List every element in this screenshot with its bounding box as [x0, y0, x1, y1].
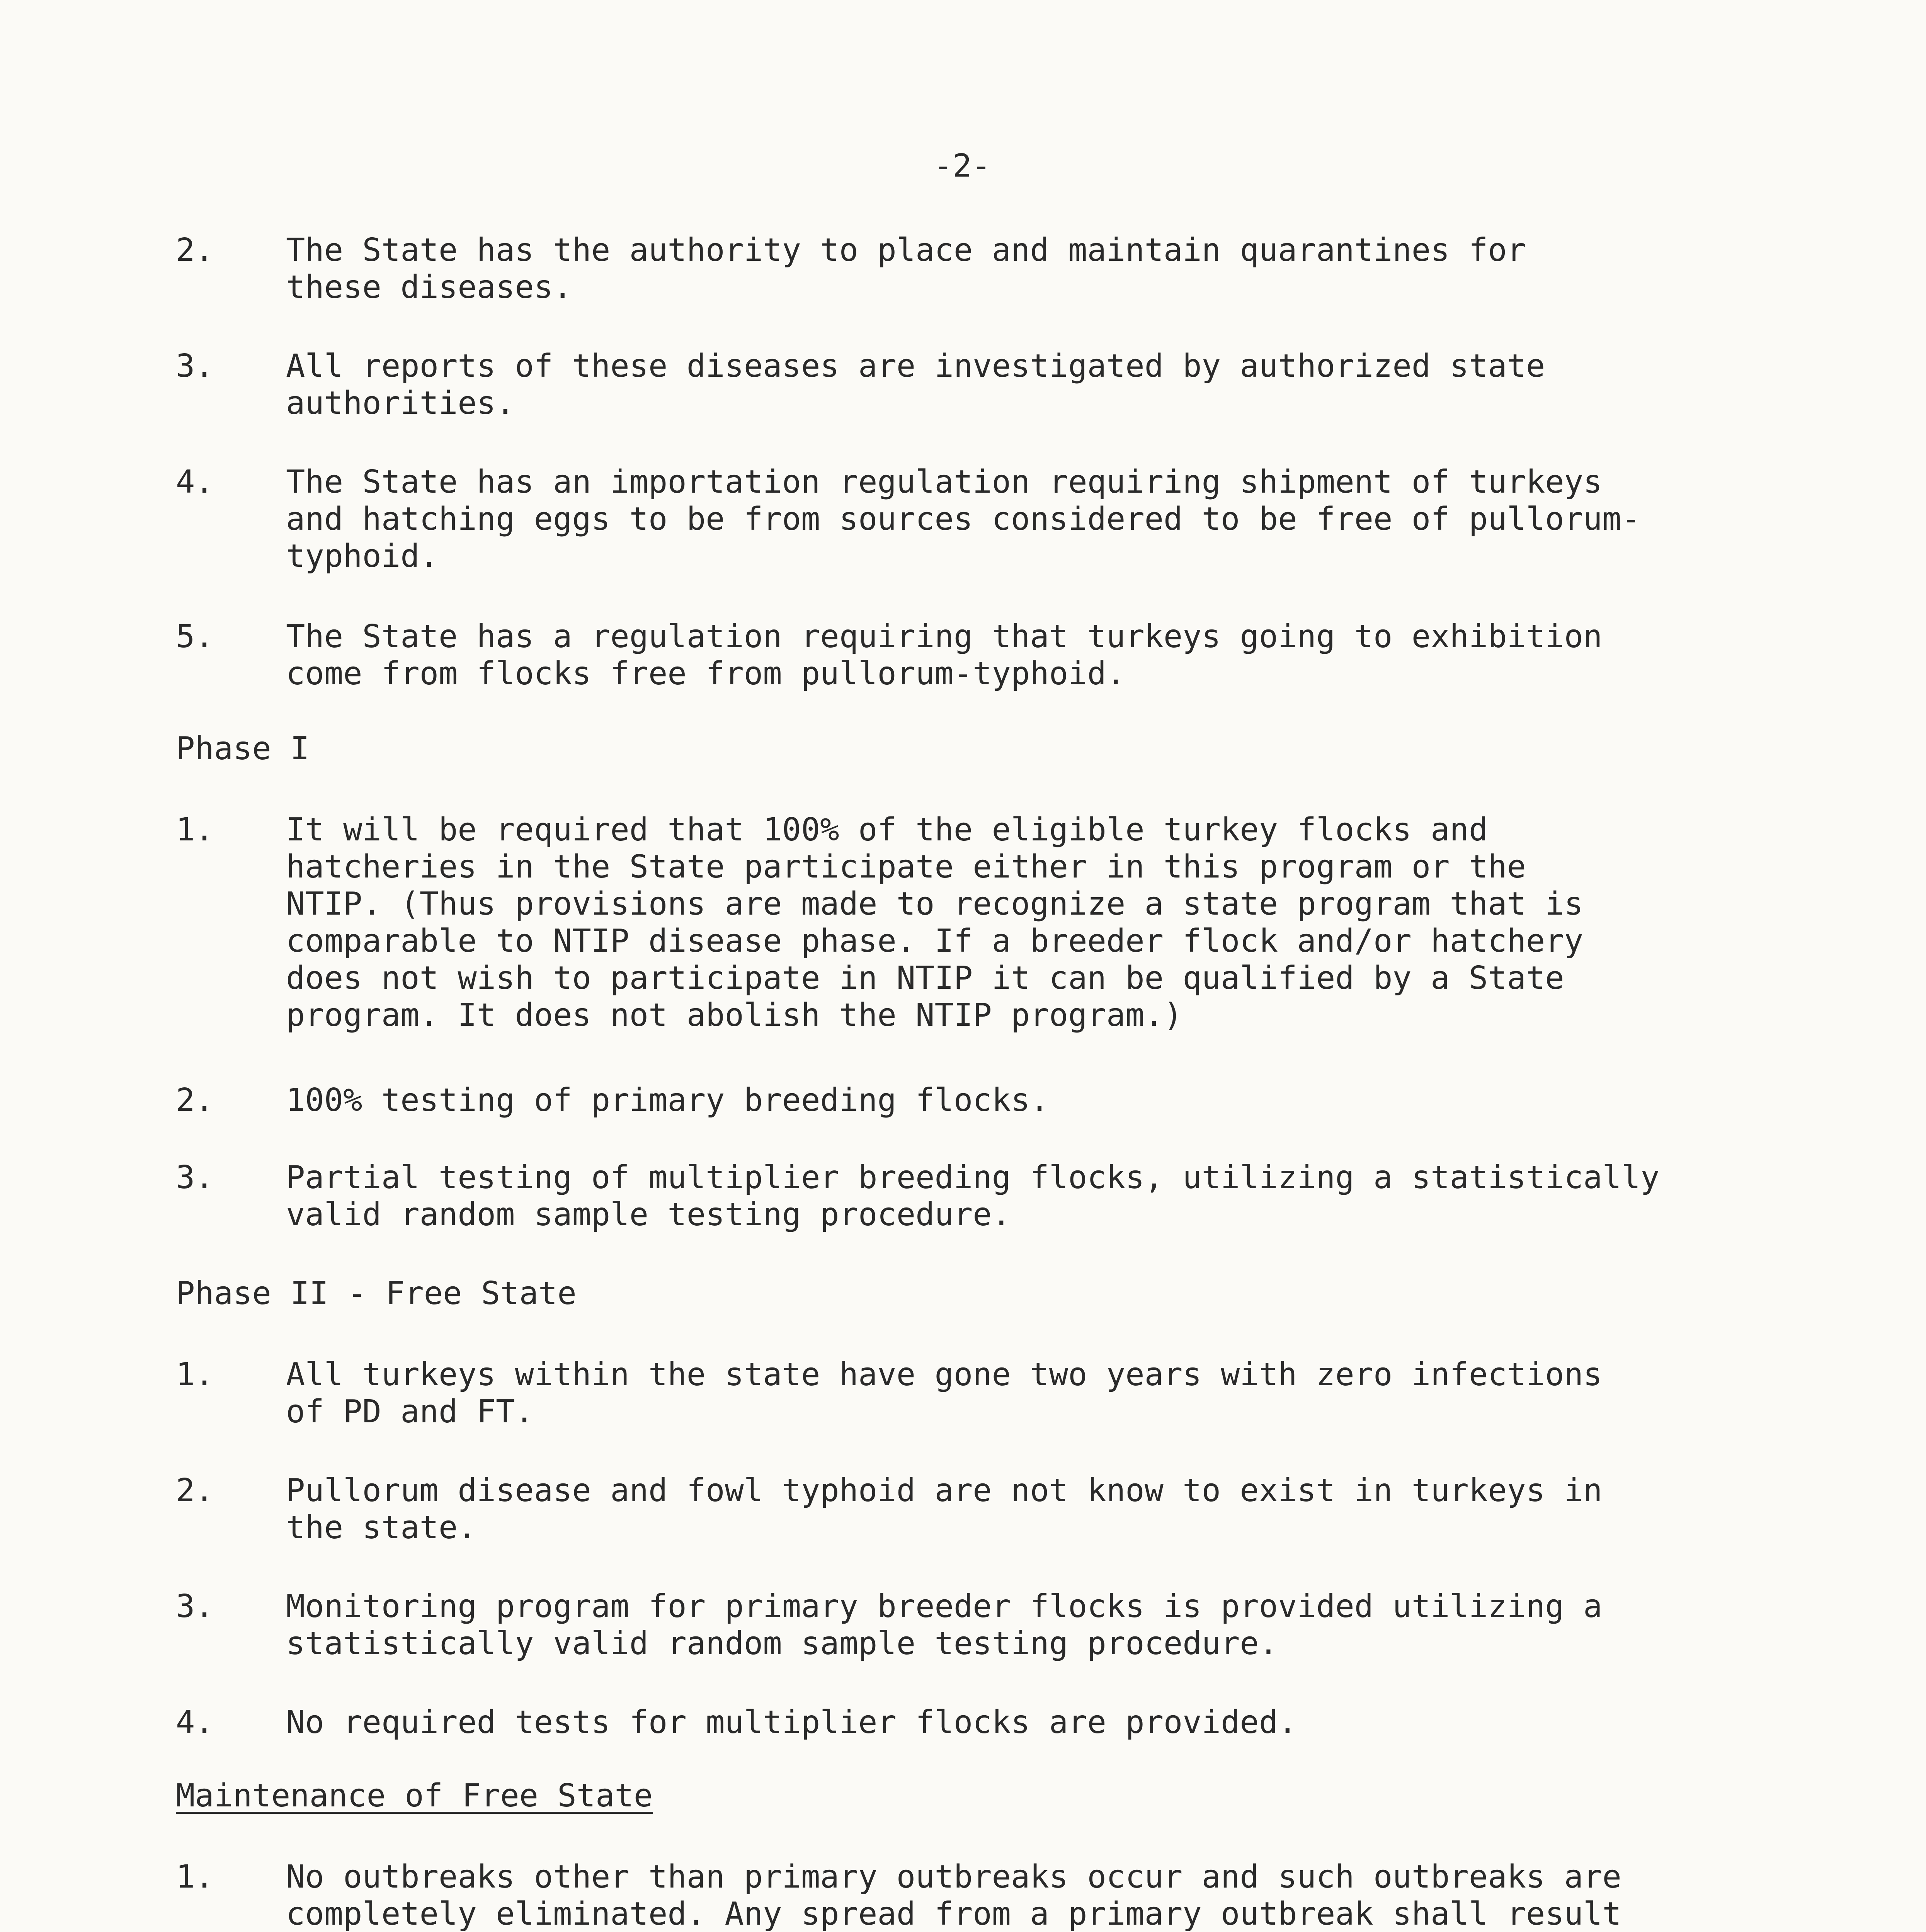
item-text: All reports of these diseases are investigated by authorized state authorities. [286, 348, 1545, 422]
list-item [176, 232, 1810, 306]
item-text: Partial testing of multiplier breeding flocks, utilizing a statistically valid random sample testing procedure. [286, 1159, 1660, 1233]
item-text: Monitoring program for primary breeder flocks is provided utilizing a statistically valid random sample testing procedure. [286, 1588, 1603, 1662]
item-number: 5. [176, 618, 214, 655]
item-number: 1. [176, 1859, 214, 1895]
item-number: 3. [176, 348, 214, 384]
item-number: 3. [176, 1159, 214, 1196]
list-item [176, 1159, 1810, 1233]
item-text: The State has the authority to place and maintain quarantines for these diseases. [286, 232, 1526, 306]
item-text: It will be required that 100% of the eligible turkey flocks and hatcheries in the State participate either in this program or the NTIP. (Thus provisions are made to recognize a state program that is comparable to NTIP disease phase. If a breeder flock and/or hatchery does not wish to participate in NTIP it can be qualified by a State program. It does not abolish the NTIP program.) [286, 811, 1584, 1034]
list-item [176, 1704, 1810, 1741]
list-item [176, 1588, 1810, 1662]
list-item [176, 348, 1810, 422]
item-number: 2. [176, 1082, 214, 1119]
item-text: No outbreaks other than primary outbreaks occur and such outbreaks are completely eliminated. Any spread from a primary outbreak shall result [286, 1859, 1621, 1932]
item-text: 100% testing of primary breeding flocks. [286, 1082, 1049, 1119]
page-number: -2- [933, 148, 991, 184]
item-number: 2. [176, 232, 214, 269]
item-text: The State has a regulation requiring that turkeys going to exhibition come from flocks free from pullorum-typhoid. [286, 618, 1603, 692]
list-item [176, 811, 1810, 1034]
item-number: 1. [176, 811, 214, 848]
item-text: The State has an importation regulation requiring shipment of turkeys and hatching eggs to be from sources considered to be free of pullorum- typhoid. [286, 464, 1641, 575]
list-item [176, 464, 1810, 575]
list-item [176, 1082, 1810, 1119]
list-item [176, 618, 1810, 692]
item-number: 1. [176, 1356, 214, 1393]
phase2-heading: Phase II - Free State [176, 1275, 577, 1312]
item-number: 3. [176, 1588, 214, 1625]
maintenance-heading: Maintenance of Free State [176, 1777, 653, 1814]
item-number: 4. [176, 464, 214, 500]
item-text: Pullorum disease and fowl typhoid are not know to exist in turkeys in the state. [286, 1472, 1603, 1546]
list-item [176, 1859, 1810, 1932]
phase1-heading: Phase I [176, 730, 310, 767]
item-number: 4. [176, 1704, 214, 1741]
list-item [176, 1472, 1810, 1546]
list-item [176, 1356, 1810, 1430]
item-text: All turkeys within the state have gone two years with zero infections of PD and FT. [286, 1356, 1603, 1430]
item-text: No required tests for multiplier flocks are provided. [286, 1704, 1297, 1741]
item-number: 2. [176, 1472, 214, 1509]
